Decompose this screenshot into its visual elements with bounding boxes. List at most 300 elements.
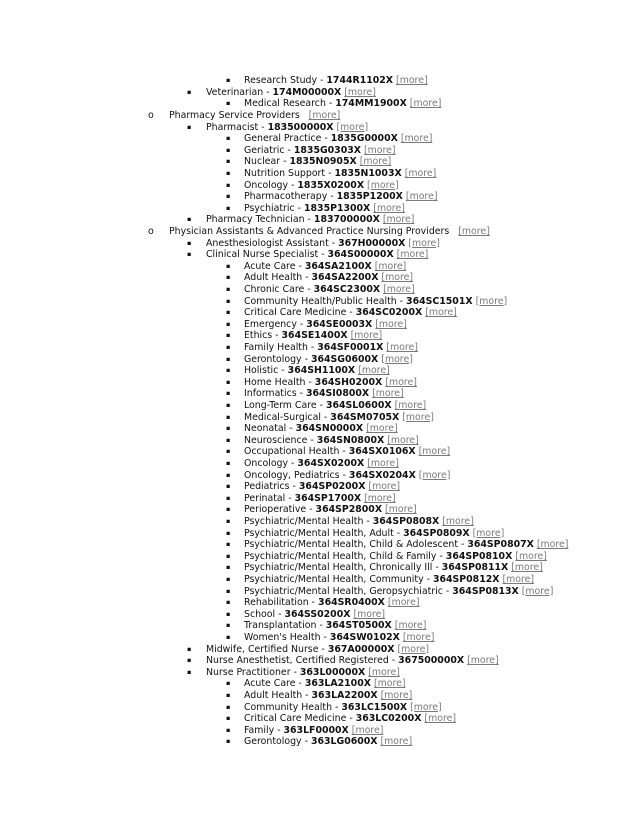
list-item: [0, 644, 638, 656]
square-bullet-icon: ▪: [187, 250, 192, 259]
item-code: 364SI0800X: [305, 388, 370, 400]
item-code: 363LA2200X: [311, 690, 378, 701]
item-name: Psychiatric: [244, 202, 295, 214]
list-item: [0, 191, 638, 203]
square-bullet-icon: ▪: [187, 122, 192, 131]
list-item: [0, 412, 638, 424]
more-link[interactable]: [more]: [385, 376, 417, 388]
more-link[interactable]: [more]: [458, 226, 490, 237]
item-code: 364SC0200X: [355, 307, 423, 319]
item-name: Pharmacotherapy: [244, 191, 328, 203]
item-text: [244, 562, 543, 574]
more-link[interactable]: [more]: [475, 295, 508, 307]
item-separator: -: [318, 643, 328, 655]
list-item: [0, 423, 638, 435]
square-bullet-icon: ▪: [226, 389, 231, 398]
item-text: [244, 342, 418, 354]
more-link[interactable]: [more]: [367, 458, 399, 469]
item-text: [244, 191, 438, 203]
list-item: [0, 655, 638, 667]
item-code: 364SR0400X: [318, 597, 385, 609]
list-item: [0, 342, 638, 354]
item-name: Chronic Care: [244, 284, 305, 295]
item-separator: -: [436, 550, 446, 562]
square-bullet-icon: ▪: [187, 644, 192, 653]
more-link[interactable]: [more]: [442, 516, 474, 527]
list-item: [0, 504, 638, 516]
item-text: [244, 574, 534, 586]
item-separator: -: [280, 156, 290, 168]
item-name: General Practice: [244, 133, 322, 145]
item-name: Psychiatric/Mental Health: [244, 516, 364, 527]
item-text: [244, 620, 426, 632]
square-bullet-icon: ▪: [226, 308, 231, 317]
item-text: [244, 725, 383, 737]
list-item: [0, 632, 638, 644]
list-item: [0, 551, 638, 563]
list-item: [0, 226, 638, 238]
list-item: [0, 377, 638, 389]
item-code: 1835X0200X: [297, 179, 365, 191]
item-name: Psychiatric/Mental Health, Community: [244, 574, 424, 585]
item-text: [244, 678, 406, 690]
square-bullet-icon: ▪: [226, 482, 231, 491]
item-name: Nutrition Support: [244, 168, 326, 179]
list-item: [0, 539, 638, 551]
item-name: Community Health/Public Health: [244, 295, 397, 307]
square-bullet-icon: ▪: [226, 412, 231, 421]
more-link[interactable]: [more]: [424, 713, 457, 725]
more-link[interactable]: [more]: [363, 144, 396, 156]
item-separator: -: [321, 133, 331, 145]
item-name: Women's Health: [244, 632, 321, 643]
more-link[interactable]: [more]: [400, 133, 433, 145]
item-separator: -: [317, 75, 327, 87]
item-separator: -: [393, 527, 404, 539]
item-name: Community Health: [244, 701, 333, 713]
more-link[interactable]: [more]: [410, 701, 442, 713]
item-code: 364SC1501X: [406, 295, 473, 307]
list-item: [0, 98, 638, 110]
item-code: 1835G0000X: [330, 133, 398, 145]
item-code: 174M00000X: [272, 86, 342, 98]
square-bullet-icon: ▪: [187, 87, 192, 96]
square-bullet-icon: ▪: [226, 505, 231, 514]
item-name: Pediatrics: [244, 481, 290, 493]
item-name: Gerontology: [244, 353, 302, 365]
more-link[interactable]: [more]: [336, 121, 369, 133]
list-item: [0, 562, 638, 574]
square-bullet-icon: ▪: [226, 134, 231, 143]
more-link[interactable]: [more]: [364, 492, 396, 504]
more-link[interactable]: [more]: [368, 481, 401, 493]
item-code: 1835N0905X: [289, 156, 357, 168]
more-link[interactable]: [more]: [372, 388, 404, 400]
item-name: Pharmacist: [206, 121, 259, 133]
item-separator: -: [294, 202, 304, 214]
item-code: 364S00000X: [327, 249, 394, 261]
item-name: Research Study: [244, 75, 318, 87]
item-text: [206, 238, 440, 250]
item-code: 363LG0600X: [310, 736, 378, 748]
item-text: [206, 655, 499, 667]
item-name: Adult Health: [244, 690, 303, 701]
more-link[interactable]: [more]: [396, 75, 428, 87]
more-link[interactable]: [more]: [373, 202, 405, 214]
item-text: [169, 226, 490, 238]
item-text: [244, 133, 432, 145]
item-name: Nuclear: [244, 156, 281, 168]
square-bullet-icon: ▪: [226, 435, 231, 444]
list-item: [0, 214, 638, 226]
item-name: Clinical Nurse Specialist: [206, 249, 319, 261]
item-code: 364SC2300X: [313, 284, 381, 295]
item-separator: -: [432, 562, 442, 574]
item-text: [206, 667, 400, 679]
item-name: Family Health: [244, 342, 308, 353]
item-code: 183700000X: [313, 214, 380, 226]
item-separator: -: [308, 597, 319, 609]
more-link[interactable]: [more]: [367, 179, 399, 191]
item-code: 364SE1400X: [281, 330, 348, 342]
item-text: [244, 458, 399, 470]
item-code: 364SG0600X: [310, 353, 379, 365]
square-bullet-icon: ▪: [226, 319, 231, 328]
item-text: [244, 539, 568, 551]
item-text: [244, 423, 398, 435]
item-code: 364SP0812X: [432, 574, 500, 585]
item-text: [206, 122, 368, 134]
more-link[interactable]: [more]: [382, 214, 415, 226]
item-code: 364SX0106X: [348, 446, 416, 458]
square-bullet-icon: ▪: [226, 540, 231, 549]
item-separator: -: [301, 353, 311, 365]
more-link[interactable]: [more]: [467, 655, 499, 667]
square-bullet-icon: ▪: [226, 459, 231, 467]
square-bullet-icon: ▪: [226, 261, 231, 270]
item-separator: -: [285, 492, 295, 504]
item-separator: -: [388, 655, 399, 667]
item-name: Neonatal: [244, 423, 287, 435]
item-text: [244, 597, 420, 609]
item-text: [244, 412, 434, 424]
item-text: [244, 296, 507, 308]
more-link[interactable]: [more]: [350, 330, 383, 342]
square-bullet-icon: ▪: [226, 470, 231, 479]
item-name: Home Health: [244, 376, 306, 388]
item-separator: -: [275, 608, 285, 620]
item-text: [206, 87, 376, 99]
more-link[interactable]: [more]: [386, 342, 418, 353]
item-text: [244, 516, 474, 528]
item-name: Informatics: [244, 388, 297, 400]
item-code: 364SP0810X: [445, 550, 513, 562]
item-code: 183500000X: [267, 121, 334, 133]
item-separator: -: [305, 376, 315, 388]
item-code: 364SN0000X: [295, 423, 364, 435]
item-text: [244, 690, 412, 702]
square-bullet-icon: ▪: [226, 424, 231, 433]
list-item: [0, 400, 638, 412]
item-separator: -: [458, 539, 468, 551]
item-separator: -: [288, 458, 298, 469]
item-name: Geriatric: [244, 144, 285, 156]
more-link[interactable]: [more]: [409, 98, 442, 110]
more-link[interactable]: [more]: [387, 597, 420, 609]
item-name: Critical Care Medicine: [244, 713, 347, 725]
item-separator: -: [316, 620, 326, 632]
item-code: 367A00000X: [327, 643, 395, 655]
square-bullet-icon: ▪: [226, 169, 231, 177]
item-text: [244, 551, 547, 563]
more-link[interactable]: [more]: [418, 469, 451, 481]
list-item: [0, 516, 638, 528]
item-name: Veterinarian: [206, 86, 264, 98]
square-bullet-icon: ▪: [226, 377, 231, 386]
item-separator: -: [320, 632, 330, 643]
square-bullet-icon: ▪: [226, 691, 231, 699]
item-separator: -: [302, 690, 312, 701]
list-item: [0, 690, 638, 702]
square-bullet-icon: ▪: [226, 366, 231, 375]
item-text: [244, 307, 457, 319]
list-item: [0, 388, 638, 400]
square-bullet-icon: ▪: [226, 99, 231, 108]
item-text: [244, 156, 391, 168]
item-text: [244, 504, 417, 516]
item-code: 364SW0102X: [329, 632, 400, 643]
item-name: Psychiatric/Mental Health, Adult: [244, 527, 394, 539]
item-separator: -: [328, 237, 339, 249]
more-link[interactable]: [more]: [472, 527, 505, 539]
item-separator: -: [396, 295, 407, 307]
list-item: [0, 446, 638, 458]
list-item: [0, 574, 638, 586]
more-link[interactable]: [more]: [394, 400, 427, 411]
item-text: [244, 319, 407, 331]
more-link[interactable]: [more]: [402, 411, 434, 423]
more-link[interactable]: [more]: [383, 284, 415, 295]
item-text: [244, 272, 413, 284]
item-name: Nurse Practitioner: [206, 666, 291, 678]
item-name: Neuroscience: [244, 434, 308, 446]
item-text: [244, 145, 396, 157]
item-separator: -: [327, 191, 337, 203]
more-link[interactable]: [more]: [381, 272, 414, 284]
item-name: School: [244, 608, 276, 620]
item-text: [244, 377, 417, 389]
more-link[interactable]: [more]: [387, 434, 419, 446]
circle-bullet-icon: o: [148, 110, 154, 121]
item-separator: -: [290, 666, 300, 678]
item-separator: -: [258, 121, 268, 133]
more-link[interactable]: [more]: [404, 168, 437, 179]
list-item: [0, 736, 638, 748]
list-item: [0, 365, 638, 377]
more-link[interactable]: [more]: [359, 156, 392, 168]
more-link[interactable]: [more]: [344, 86, 376, 98]
item-name: Perioperative: [244, 504, 307, 516]
item-name: Psychiatric/Mental Health, Child & Adolescent: [244, 539, 459, 551]
more-link[interactable]: [more]: [402, 632, 435, 643]
item-name: Emergency: [244, 318, 297, 330]
item-separator: -: [325, 98, 336, 110]
item-code: 364SN0800X: [316, 434, 385, 446]
item-code: 364SA2200X: [311, 272, 379, 284]
more-link[interactable]: [more]: [380, 736, 413, 748]
more-link[interactable]: [more]: [502, 574, 535, 585]
list-item: [0, 713, 638, 725]
more-link[interactable]: [more]: [351, 724, 384, 736]
item-name: Family: [244, 724, 275, 736]
more-link[interactable]: [more]: [425, 307, 457, 319]
item-separator: -: [289, 481, 299, 493]
item-name: Psychiatric/Mental Health, Child & Family: [244, 550, 437, 562]
item-name: Gerontology: [244, 736, 302, 748]
list-item: [0, 435, 638, 447]
list-item: [0, 296, 638, 308]
item-name: Long-Term Care: [244, 400, 317, 411]
list-item: [0, 702, 638, 714]
item-code: 364SE0003X: [306, 318, 373, 330]
list-item: [0, 122, 638, 134]
item-name: Nurse Anesthetist, Certified Registered: [206, 655, 389, 667]
item-separator: -: [274, 724, 284, 736]
list-item: [0, 168, 638, 180]
item-code: 1835G0303X: [293, 144, 361, 156]
item-code: 364SX0204X: [348, 469, 416, 481]
more-link[interactable]: [more]: [358, 365, 390, 377]
item-separator: -: [295, 260, 305, 272]
item-separator: -: [304, 214, 314, 226]
item-code: 364SP0808X: [372, 516, 440, 527]
item-separator: -: [346, 713, 356, 725]
list-item: [0, 75, 638, 87]
list-item: [0, 470, 638, 482]
item-code: 1835N1003X: [334, 168, 402, 179]
item-separator: -: [307, 342, 318, 353]
square-bullet-icon: ▪: [226, 714, 231, 723]
item-separator: -: [316, 400, 326, 411]
item-code: 363L00000X: [299, 666, 366, 678]
more-link[interactable]: [more]: [418, 446, 451, 458]
item-text: [244, 481, 400, 493]
item-separator: -: [302, 272, 312, 284]
square-bullet-icon: ▪: [226, 192, 231, 201]
square-bullet-icon: ▪: [187, 656, 192, 665]
more-link[interactable]: [more]: [375, 318, 407, 330]
item-name: Oncology: [244, 179, 289, 191]
more-link[interactable]: [more]: [308, 110, 341, 121]
more-link[interactable]: [more]: [405, 191, 438, 203]
more-link[interactable]: [more]: [396, 249, 429, 261]
item-text: [244, 203, 405, 215]
item-code: 363LC1500X: [341, 701, 408, 713]
more-link[interactable]: [more]: [366, 423, 398, 435]
square-bullet-icon: ▪: [226, 447, 231, 456]
more-link[interactable]: [more]: [394, 620, 427, 632]
item-separator: -: [263, 86, 273, 98]
more-link[interactable]: [more]: [536, 539, 569, 551]
item-separator: -: [442, 585, 453, 597]
item-code: 364SM0705X: [330, 411, 400, 423]
item-text: [206, 249, 428, 261]
list-item: [0, 284, 638, 296]
square-bullet-icon: ▪: [226, 737, 231, 746]
item-name: Acute Care: [244, 260, 296, 272]
item-code: 364SH0200X: [314, 376, 383, 388]
list-item: [0, 609, 638, 621]
item-name: Occupational Health: [244, 446, 340, 458]
square-bullet-icon: ▪: [226, 203, 231, 212]
more-link[interactable]: [more]: [353, 608, 386, 620]
item-name: Pharmacy Technician: [206, 214, 305, 226]
square-bullet-icon: ▪: [226, 563, 231, 572]
item-code: 363LA2100X: [304, 678, 371, 690]
list-item: [0, 354, 638, 366]
item-code: 1835P1200X: [336, 191, 403, 203]
list-item: [0, 620, 638, 632]
item-text: [244, 330, 382, 342]
item-code: 364SP1700X: [294, 492, 362, 504]
more-link[interactable]: [more]: [511, 562, 543, 574]
item-separator: -: [318, 249, 328, 261]
more-link[interactable]: [more]: [397, 643, 430, 655]
square-bullet-icon: ▪: [226, 296, 231, 305]
more-link[interactable]: [more]: [515, 550, 547, 562]
item-code: 363LC0200X: [355, 713, 422, 725]
item-text: [244, 354, 413, 366]
item-separator: -: [346, 307, 356, 319]
more-link[interactable]: [more]: [380, 690, 413, 701]
item-separator: -: [307, 434, 317, 446]
list-item: [0, 458, 638, 470]
more-link[interactable]: [more]: [381, 353, 413, 365]
list-item: [0, 180, 638, 192]
item-code: 367500000X: [398, 655, 465, 667]
more-link[interactable]: [more]: [385, 504, 417, 516]
square-bullet-icon: ▪: [226, 157, 231, 166]
item-name: Anesthesiologist Assistant: [206, 237, 329, 249]
item-text: [244, 98, 441, 110]
item-name: Acute Care: [244, 678, 296, 690]
more-link[interactable]: [more]: [368, 666, 400, 678]
list-item: [0, 528, 638, 540]
item-separator: -: [295, 678, 305, 690]
more-link[interactable]: [more]: [521, 585, 554, 597]
item-text: [244, 702, 442, 714]
list-item: [0, 597, 638, 609]
list-item: [0, 87, 638, 99]
item-separator: -: [278, 365, 288, 377]
square-bullet-icon: ▪: [226, 354, 231, 363]
item-text: [244, 470, 450, 482]
list-item: [0, 156, 638, 168]
item-separator: -: [296, 318, 307, 330]
item-code: 364SP0807X: [467, 539, 534, 551]
item-name: Ethics: [244, 330, 273, 342]
list-item: [0, 667, 638, 679]
item-separator: -: [301, 736, 311, 748]
item-separator: -: [288, 179, 298, 191]
more-link[interactable]: [more]: [408, 237, 440, 249]
more-link[interactable]: [more]: [373, 678, 406, 690]
square-bullet-icon: ▪: [226, 575, 231, 583]
item-name: Medical Research: [244, 98, 326, 110]
item-code: 364SH1100X: [287, 365, 356, 377]
more-link[interactable]: [more]: [374, 260, 407, 272]
item-code: 174MM1900X: [335, 98, 407, 110]
